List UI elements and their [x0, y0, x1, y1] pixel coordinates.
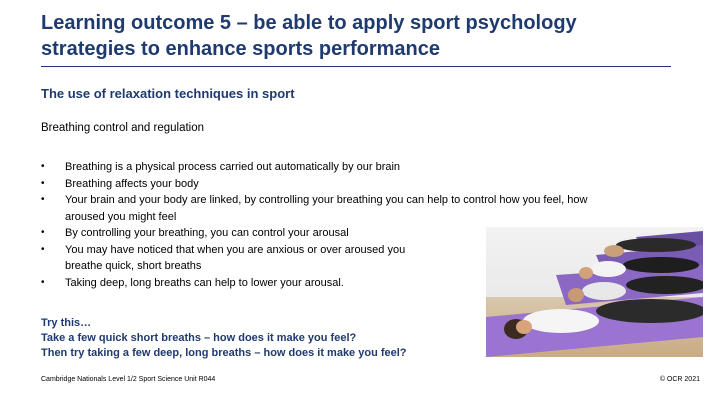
- bullet-text: Your brain and your body are linked, by controlling your breathing you can help to control how you feel, how aroused you might feel: [65, 194, 588, 223]
- yoga-photo-illustration: [486, 227, 703, 357]
- bullet-text: You may have noticed that when you are anxious or over aroused you breathe quick, short breaths: [65, 243, 406, 272]
- bullet-item: [41, 159, 641, 176]
- bullet-text: Taking deep, long breaths can help to lower your arousal.: [65, 276, 344, 289]
- slide-subtitle: The use of relaxation techniques in sport: [41, 86, 295, 101]
- try-this-step-2: Then try taking a few deep, long breaths – how does it make you feel?: [41, 347, 407, 359]
- yoga-photo: [486, 227, 703, 357]
- try-this-step-1: Take a few quick short breaths – how does it make you feel?: [41, 332, 357, 344]
- section-heading: Breathing control and regulation: [41, 122, 205, 134]
- slide-title: [41, 10, 681, 62]
- slide-title-line-2: strategies to enhance sports performance: [41, 38, 441, 60]
- footer-copyright: © OCR 2021: [659, 376, 700, 383]
- try-this-box: [41, 316, 407, 361]
- bullet-item: [41, 242, 445, 275]
- bullet-item: [41, 176, 641, 193]
- footer-course-label: Cambridge Nationals Level 1/2 Sport Science Unit R044: [41, 376, 216, 383]
- try-this-heading: Try this…: [41, 317, 92, 329]
- bullet-text: Breathing is a physical process carried out automatically by our brain: [65, 161, 401, 173]
- bullet-text: Breathing affects your body: [65, 177, 199, 190]
- title-divider: [41, 66, 671, 67]
- bullet-text: By controlling your breathing, you can control your arousal: [65, 227, 349, 239]
- slide-title-line-1: Learning outcome 5 – be able to apply sport psychology: [41, 12, 577, 34]
- bullet-item: [41, 192, 625, 225]
